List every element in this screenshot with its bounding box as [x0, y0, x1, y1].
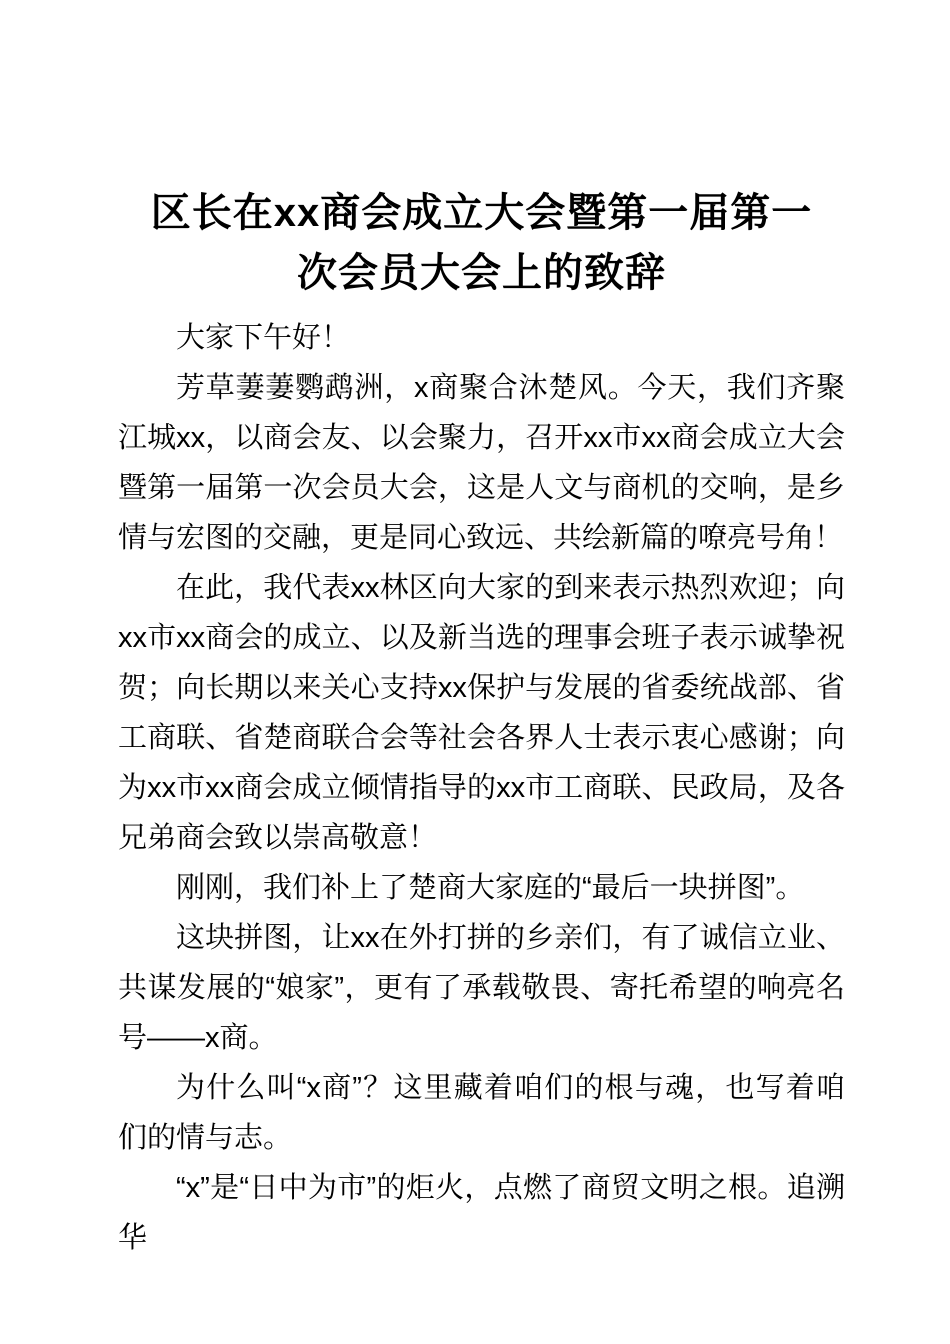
- paragraph-puzzle-meaning: 这块拼图，让xx在外打拼的乡亲们，有了诚信立业、共谋发展的“娘家”，更有了承载敬畏、寄托希望的响亮名号——x商。: [118, 922, 845, 1054]
- document-title-line-1: 区长在xx商会成立大会暨第一届第一: [150, 191, 813, 235]
- paragraph-opening: 芳草萋萋鹦鹉洲，x商聚合沐楚风。今天，我们齐聚江城xx，以商会友、以会聚力，召开xx市xx商会成立大会暨第一届第一次会员大会，这是人文与商机的交响，是乡情与宏图的交融，更是同心致远、共绘新篇的嘹亮号角！: [118, 372, 845, 554]
- paragraph-greeting: 大家下午好！: [176, 322, 351, 354]
- paragraph-why-name: 为什么叫“x商”？这里藏着咱们的根与魂，也写着咱们的情与志。: [118, 1072, 845, 1154]
- paragraph-torch: “x”是“日中为市”的炬火，点燃了商贸文明之根。追溯华: [118, 1172, 845, 1254]
- document-body: [118, 313, 845, 1263]
- document-title-line-2: 次会员大会上的致辞: [297, 251, 666, 295]
- paragraph-puzzle: 刚刚，我们补上了楚商大家庭的“最后一块拼图”。: [176, 872, 805, 904]
- document-title: [118, 183, 845, 303]
- paragraph-thanks: 在此，我代表xx林区向大家的到来表示热烈欢迎；向xx市xx商会的成立、以及新当选的理事会班子表示诚挚祝贺；向长期以来关心支持xx保护与发展的省委统战部、省工商联、省楚商联合会等社会各界人士表示衷心感谢；向为xx市xx商会成立倾情指导的xx市工商联、民政局，及各兄弟商会致以崇高敬意！: [118, 572, 845, 854]
